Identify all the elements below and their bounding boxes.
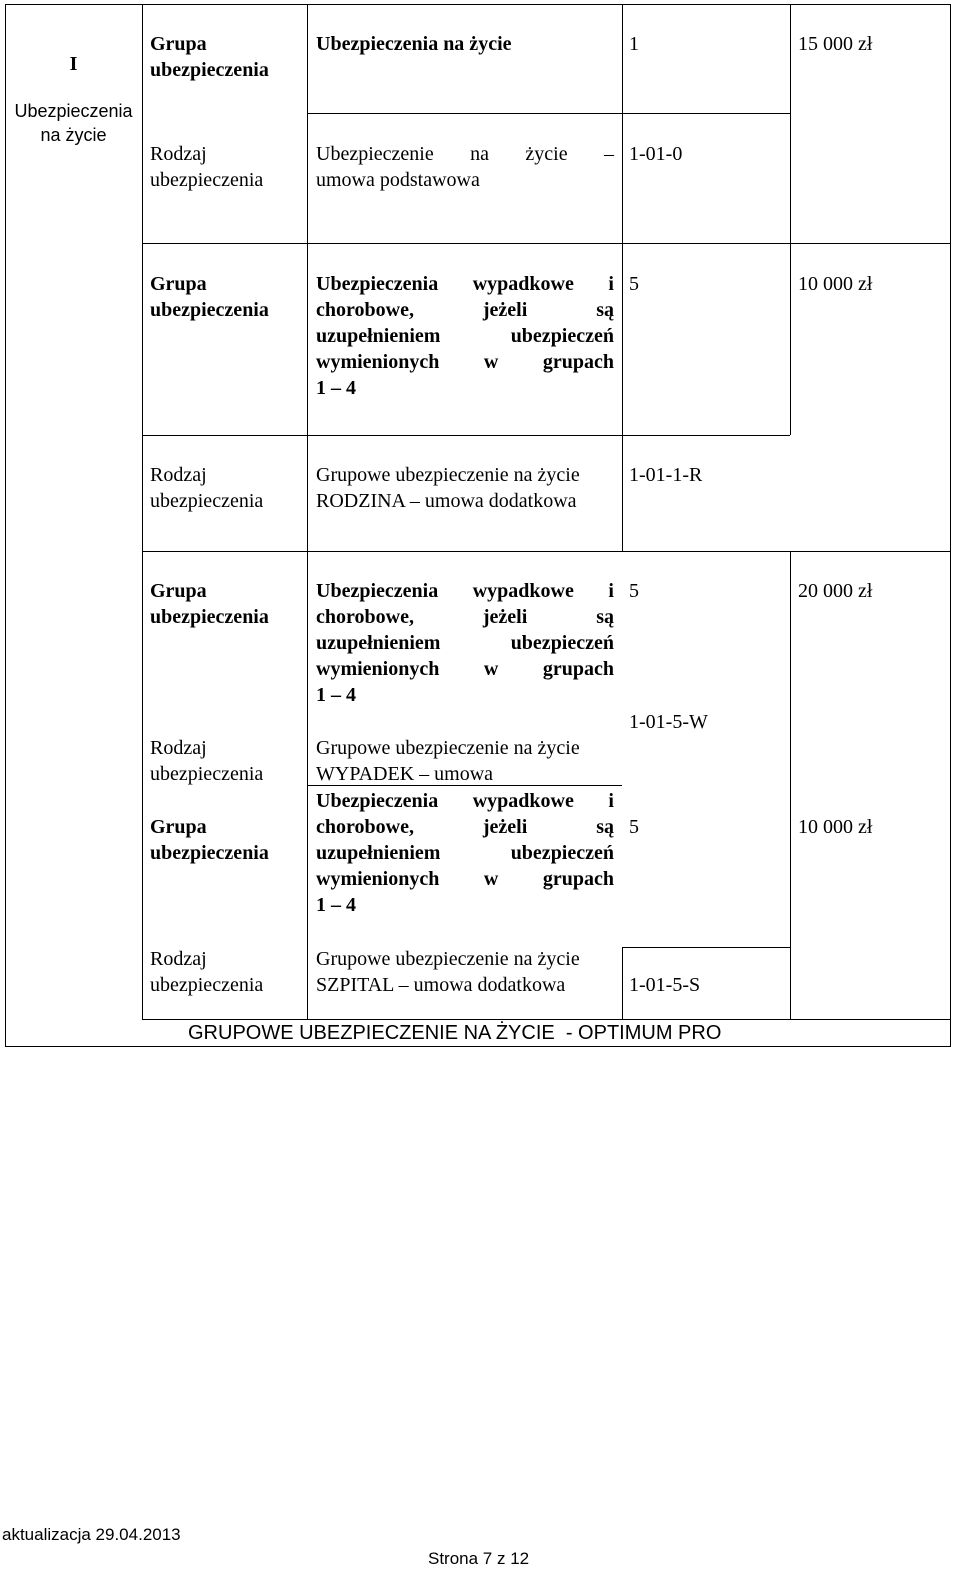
row-amount: 15 000 zł [798,33,873,55]
row-code: 5 [629,580,639,602]
grupa-label: Grupa ubezpieczenia [150,33,269,81]
page-number: Strona 7 z 12 [428,1549,530,1568]
rodzaj-label: Rodzaj ubezpieczenia [150,948,264,996]
row-description: Ubezpieczenia na życie [316,33,512,55]
row-code: 5 [629,816,639,838]
row-code: 1-01-5-S [629,974,701,996]
row-description: Ubezpieczenie na życie – umowa podstawowa [316,143,614,191]
row-description: Grupowe ubezpieczenie na życie WYPADEK – umowa [316,737,580,785]
row-description: Ubezpieczenia wypadkowe i chorobowe, jeżeli są uzupełnieniem ubezpieczeń wymienionych w grupach 1 – 4 [316,580,614,706]
row-code: 1-01-5-W [629,711,708,733]
rodzaj-label: Rodzaj ubezpieczenia [150,464,264,512]
row-description: Grupowe ubezpieczenie na życie SZPITAL – umowa dodatkowa [316,948,580,996]
section-name-line2: na życie [40,125,107,145]
grupa-label: Grupa ubezpieczenia [150,816,269,864]
rodzaj-label: Rodzaj ubezpieczenia [150,143,264,191]
row-code: 1 [629,33,639,55]
row-code: 5 [629,273,639,295]
row-code: 1-01-1-R [629,464,703,486]
section-name-line1: Ubezpieczenia [14,101,133,121]
row-amount: 10 000 zł [798,816,873,838]
table-footer-title: GRUPOWE UBEZPIECZENIE NA ŻYCIE - OPTIMUM PRO [188,1022,722,1044]
grupa-label: Grupa ubezpieczenia [150,580,269,628]
row-description: Grupowe ubezpieczenie na życie RODZINA – umowa dodatkowa [316,464,580,512]
row-description: Ubezpieczenia wypadkowe i chorobowe, jeżeli są uzupełnieniem ubezpieczeń wymienionych w grupach 1 – 4 [316,273,614,399]
row-code: 1-01-0 [629,143,683,165]
section-number: I [69,53,78,75]
row-amount: 10 000 zł [798,273,873,295]
rodzaj-label: Rodzaj ubezpieczenia [150,737,264,785]
row-description: Ubezpieczenia wypadkowe i chorobowe, jeżeli są uzupełnieniem ubezpieczeń wymienionych w grupach 1 – 4 [316,790,614,916]
row-amount: 20 000 zł [798,580,873,602]
update-date: aktualizacja 29.04.2013 [2,1525,181,1544]
grupa-label: Grupa ubezpieczenia [150,273,269,321]
